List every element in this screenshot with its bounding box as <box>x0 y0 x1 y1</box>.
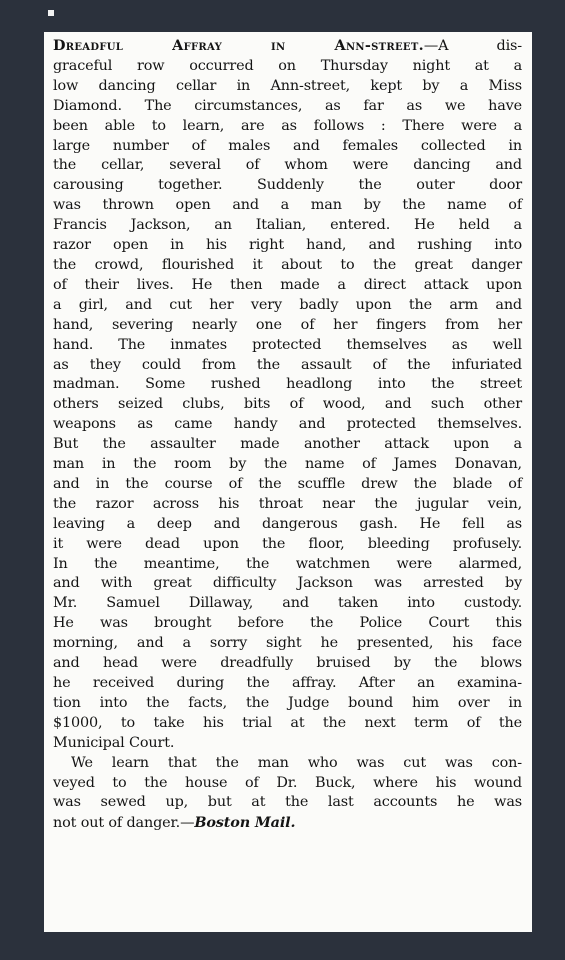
article-line-text: not out of danger.— <box>53 815 195 832</box>
article-line: he received during the affray. After an examina- <box>53 675 522 691</box>
article-line: madman. Some rushed headlong into the street <box>53 376 522 393</box>
article-line: the crowd, flourished it about to the great danger <box>53 256 522 273</box>
corner-marker <box>48 10 54 16</box>
article-line: others seized clubs, bits of wood, and such other <box>53 396 522 413</box>
article-line: graceful row occurred on Thursday night at a <box>53 57 522 74</box>
article-line: He was brought before the Police Court this <box>53 615 522 632</box>
article-line: man in the room by the name of James Donavan, <box>53 456 522 473</box>
article-line: was thrown open and a man by the name of <box>53 197 522 214</box>
article-line: as they could from the assault of the infuriated <box>53 356 522 373</box>
article-line: veyed to the house of Dr. Buck, where his wound <box>53 774 522 791</box>
article-line: hand. The inmates protected themselves as well <box>53 336 522 353</box>
article-line: been able to learn, are as follows : There were a <box>53 117 522 134</box>
article-line: hand, severing nearly one of her fingers from her <box>53 316 522 333</box>
article-line: leaving a deep and dangerous gash. He fell as <box>53 515 522 532</box>
article-line: Diamond. The circumstances, as far as we have <box>53 97 522 114</box>
article-line: weapons as came handy and protected themselves. <box>53 416 522 433</box>
article-line: a girl, and cut her very badly upon the arm and <box>53 296 522 313</box>
article-line: Mr. Samuel Dillaway, and taken into custody. <box>53 595 522 612</box>
article-line: carousing together. Suddenly the outer door <box>53 177 522 194</box>
article-headline: Dreadful Affray in Ann-street. <box>53 37 424 54</box>
article-byline: Boston Mail. <box>194 814 296 832</box>
article-line: was sewed up, but at the last accounts he was <box>53 794 522 811</box>
article-line: and with great difficulty Jackson was arrested by <box>53 575 522 592</box>
article-line: low dancing cellar in Ann-street, kept by a Miss <box>53 77 522 94</box>
article-line: $1000, to take his trial at the next term of the <box>53 714 522 731</box>
article-body <box>53 36 522 834</box>
article-line: razor open in his right hand, and rushing into <box>53 237 522 254</box>
article-line: Municipal Court. <box>53 734 175 751</box>
article-line: In the meantime, the watchmen were alarmed, <box>53 555 522 572</box>
article-line <box>53 36 522 57</box>
newspaper-clipping <box>44 32 532 932</box>
article-line: But the assaulter made another attack upon a <box>53 436 522 453</box>
article-line: large number of males and females collected in <box>53 137 522 154</box>
article-line: tion into the facts, the Judge bound him over in <box>53 694 522 711</box>
article-line: Francis Jackson, an Italian, entered. He held a <box>53 217 522 234</box>
article-line: it were dead upon the floor, bleeding profusely. <box>53 535 522 552</box>
article-line: and head were dreadfully bruised by the blows <box>53 655 522 672</box>
article-line: the razor across his throat near the jugular vein, <box>53 495 522 512</box>
article-line: morning, and a sorry sight he presented, his face <box>53 635 522 652</box>
article-line <box>53 813 522 834</box>
article-line-text: —A dis- <box>423 38 522 54</box>
article-line: and in the course of the scuffle drew the blade of <box>53 475 522 492</box>
article-line: the cellar, several of whom were dancing and <box>53 157 522 174</box>
article-line: We learn that the man who was cut was con- <box>71 754 522 771</box>
article-line: of their lives. He then made a direct attack upon <box>53 276 522 293</box>
